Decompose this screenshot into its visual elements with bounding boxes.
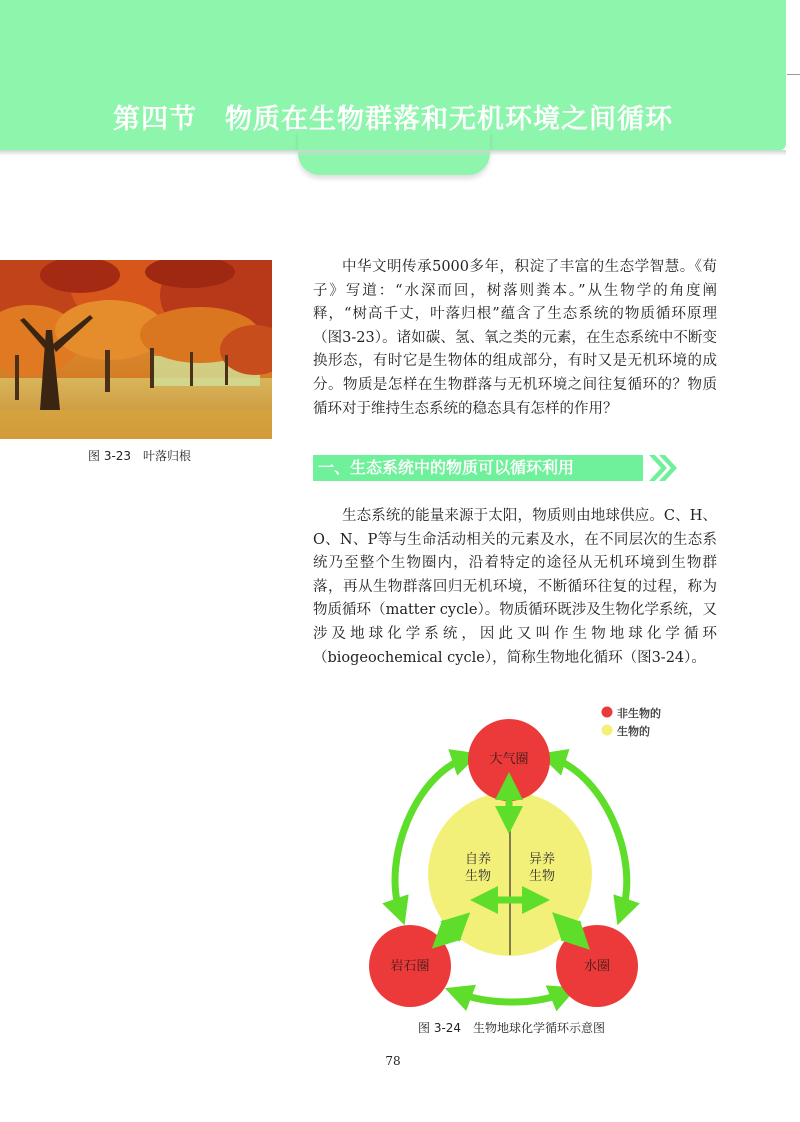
figure-3-23-caption: 图 3-23 叶落归根 bbox=[88, 449, 192, 463]
label-line: 生物 bbox=[464, 869, 492, 884]
atmosphere-label: 大气圈 bbox=[489, 752, 529, 767]
double-chevron-icon bbox=[647, 453, 679, 483]
figure-3-24-caption: 图 3-24 生物地球化学循环示意图 bbox=[418, 1021, 606, 1035]
legend-living-label: 生物的 bbox=[617, 725, 650, 738]
autumn-trees-photo bbox=[0, 260, 272, 439]
legend-living-dot bbox=[602, 725, 613, 736]
arrow-lithosphere-hydrosphere bbox=[458, 993, 564, 1002]
hydrosphere-label: 水圈 bbox=[583, 959, 611, 974]
lithosphere-label: 岩石圈 bbox=[390, 959, 430, 974]
biogeochemical-cycle-diagram bbox=[360, 700, 680, 1015]
edge-tick bbox=[787, 74, 800, 75]
chapter-title: 第四节 物质在生物群落和无机环境之间循环 bbox=[113, 104, 673, 135]
legend-nonliving-dot bbox=[602, 707, 613, 718]
header-shadow bbox=[0, 150, 786, 156]
section-heading: 一、生态系统中的物质可以循环利用 bbox=[318, 458, 575, 477]
label-line: 生物 bbox=[528, 869, 556, 884]
legend-nonliving-label: 非生物的 bbox=[617, 707, 661, 720]
label-line: 异养 bbox=[528, 852, 556, 867]
matter-cycle-paragraph: 生态系统的能量来源于太阳，物质则由地球供应。C、H、O、N、P等与生命活动相关的元素及水，在不同层次的生态系统乃至整个生物圈内，沿着特定的途径从无机环境到生物群落，再从生物群落回归无机环境，不断循环往复的过程，称为物质循环（matter cycle）。物质循环既涉及生物化学系统，又涉及地球化学系统，因此又叫作生物地球化学循环（biogeochemical cycle），简称生物地化循环（图3-24）。 bbox=[313, 508, 717, 666]
page-number: 78 bbox=[385, 1054, 401, 1068]
intro-paragraph: 中华文明传承5000多年，积淀了丰富的生态学智慧。《荀子》写道：“水深而回，树落则粪本。”从生物学的角度阐释，“树高千丈，叶落归根”蕴含了生态系统的物质循环原理（图3-23）。诸如碳、氢、氧之类的元素，在生态系统中不断变换形态，有时它是生物体的组成部分，有时又是无机环境的成分。物质是怎样在生物群落与无机环境之间往复循环的？物质循环对于维持生态系统的稳态具有怎样的作用？ bbox=[313, 259, 717, 417]
label-line: 自养 bbox=[464, 852, 492, 867]
